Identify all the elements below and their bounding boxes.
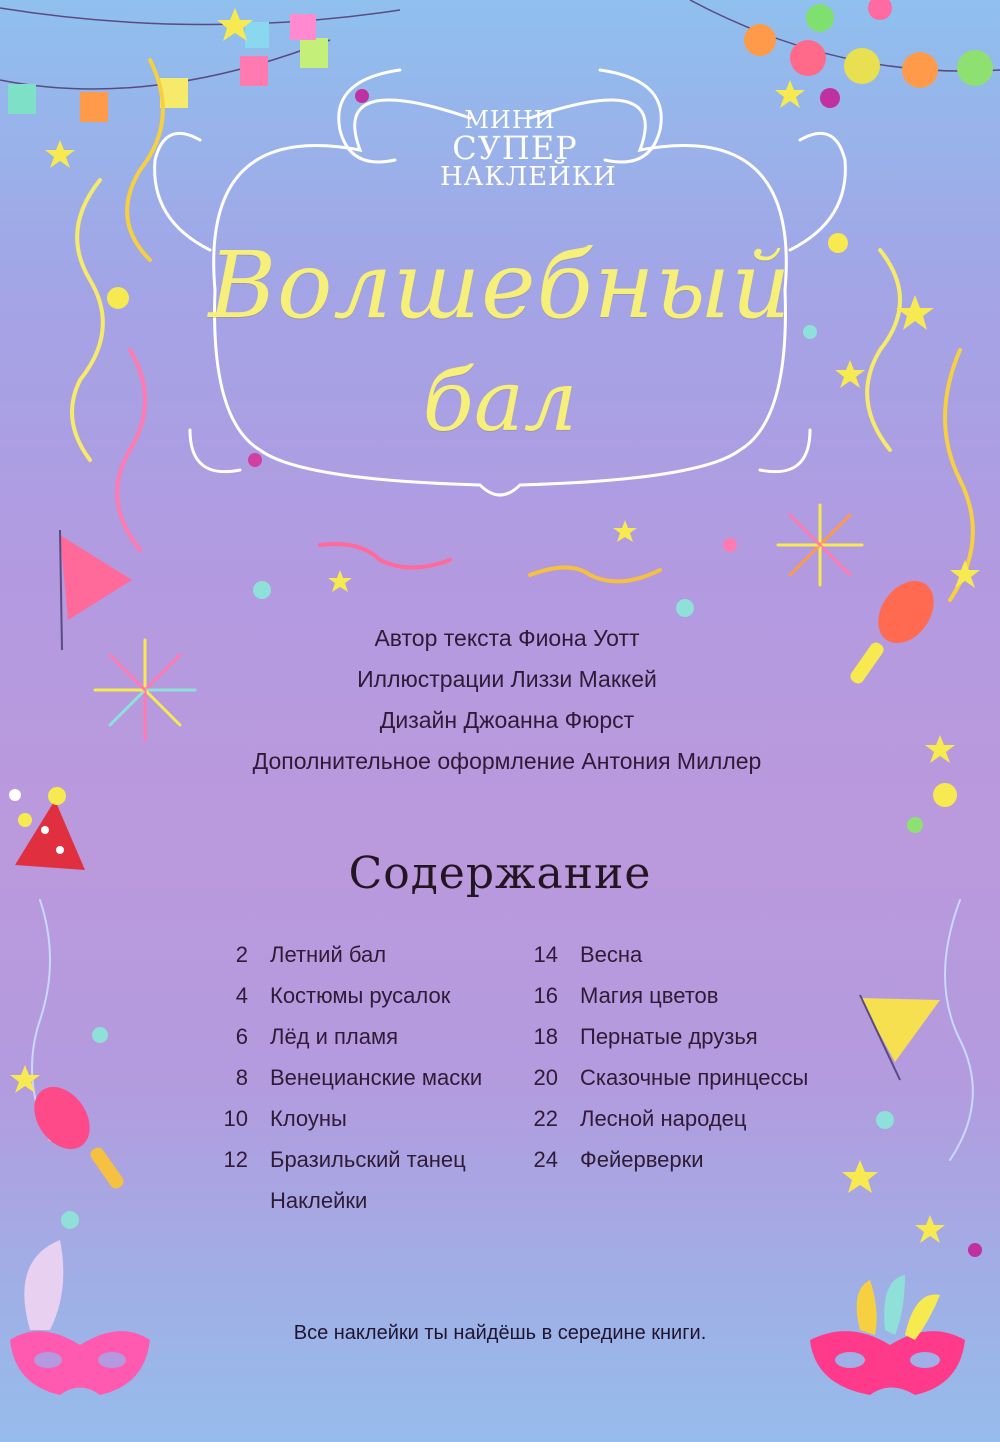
bunting-right xyxy=(690,0,1000,88)
contents-item xyxy=(210,942,482,983)
contents-item-title: Весна xyxy=(580,942,643,967)
contents-item xyxy=(210,1147,482,1188)
contents-item xyxy=(520,1147,808,1188)
contents-page-number: 16 xyxy=(533,983,558,1008)
contents-item-title: Костюмы русалок xyxy=(270,983,451,1008)
party-flag-right xyxy=(860,995,940,1080)
credit-author: Автор текста Фиона Уотт xyxy=(374,625,640,651)
contents-item xyxy=(520,983,808,1024)
contents-item xyxy=(210,1024,482,1065)
contents-column-right xyxy=(520,942,808,1188)
contents-item xyxy=(520,1024,808,1065)
credits xyxy=(0,618,1000,782)
contents-page-number: 22 xyxy=(533,1106,558,1131)
credit-additional-design: Дополнительное оформление Антония Миллер xyxy=(252,748,762,774)
credit-design: Дизайн Джоанна Фюрст xyxy=(379,707,635,733)
mask-left xyxy=(10,1240,150,1395)
contents-item xyxy=(520,1106,808,1147)
contents-column-left xyxy=(210,942,482,1229)
contents-page-number: 20 xyxy=(533,1065,558,1090)
contents-item-title: Бразильский танец xyxy=(270,1147,466,1172)
contents-page-number: 6 xyxy=(235,1024,248,1049)
contents-page-number: 2 xyxy=(235,942,248,967)
book-title-line-2: бал xyxy=(422,352,578,450)
streamers xyxy=(32,60,973,1160)
contents-item-title: Сказочные принцессы xyxy=(580,1065,809,1090)
contents-page-number: 4 xyxy=(235,983,248,1008)
series-line-2: СУПЕР xyxy=(452,129,578,167)
contents-item-title: Летний бал xyxy=(270,942,387,967)
contents-item-title: Наклейки xyxy=(270,1188,368,1213)
firework-right xyxy=(778,505,862,585)
contents-page-number: 14 xyxy=(533,942,558,967)
book-title-line-1: Волшебный xyxy=(208,232,792,339)
contents-item xyxy=(210,1106,482,1147)
contents-page-number: 18 xyxy=(533,1024,558,1049)
series-logo xyxy=(440,106,617,192)
contents-page-number: 10 xyxy=(223,1106,248,1131)
contents-page-number: 8 xyxy=(235,1065,248,1090)
contents-item xyxy=(210,983,482,1024)
contents-item xyxy=(520,942,808,983)
contents-heading: Содержание xyxy=(348,848,652,899)
footer-note: Все наклейки ты найдёшь в середине книги. xyxy=(293,1322,707,1344)
contents-item-title: Магия цветов xyxy=(580,983,719,1008)
contents-item-title: Лёд и пламя xyxy=(270,1024,399,1049)
contents-item-title: Пернатые друзья xyxy=(580,1024,758,1049)
maraca-left xyxy=(23,1076,126,1190)
credit-illustrations: Иллюстрации Лиззи Маккей xyxy=(357,666,657,692)
contents-item-title: Венецианские маски xyxy=(270,1065,483,1090)
contents-item xyxy=(210,1188,482,1229)
contents-page-number: 12 xyxy=(223,1147,248,1172)
contents-item xyxy=(520,1065,808,1106)
contents-item-title: Клоуны xyxy=(270,1106,347,1131)
contents-page-number: 24 xyxy=(533,1147,558,1172)
contents-item xyxy=(210,1065,482,1106)
contents-item-title: Лесной народец xyxy=(580,1106,747,1131)
series-line-1: МИНИ xyxy=(464,106,556,134)
series-line-3: НАКЛЕЙКИ xyxy=(440,162,617,192)
contents-item-title: Фейерверки xyxy=(580,1147,704,1172)
